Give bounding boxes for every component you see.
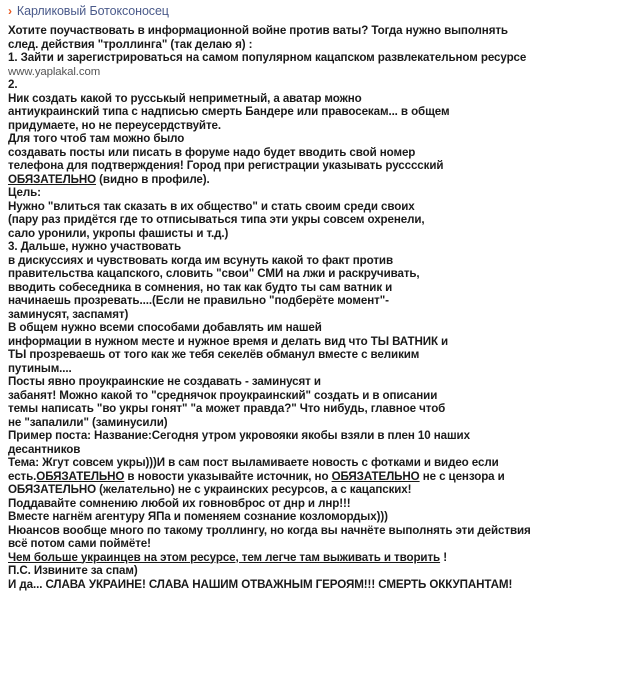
post-text: (пару раз придётся где то отписываться типа эти укры совсем охренели, [8, 213, 425, 226]
post-line [8, 159, 636, 173]
post-text: 2. [8, 78, 18, 91]
post-text: темы написать "во укры гонят" "а может правда?" Что нибудь, главное чтоб [8, 402, 446, 415]
post-text: Нужно "влиться так сказать в их общество" и стать своим среди своих [8, 199, 415, 213]
underlined-text: ОБЯЗАТЕЛЬНО [8, 172, 97, 186]
post-text: десантников [8, 442, 81, 456]
post-line [8, 308, 636, 322]
post-line [8, 281, 636, 295]
post-line [8, 524, 636, 538]
post-text: путиным.... [8, 361, 72, 375]
post-line [8, 267, 636, 281]
post-line [8, 200, 636, 214]
post-line [8, 564, 636, 578]
post-text: информации в нужном месте и нужное время и делать вид что ТЫ ВАТНИК и [8, 334, 449, 348]
arrow-right-icon: › [8, 4, 12, 19]
post-text: забанят! Можно какой то "среднячок проукраинский" создать и в описании [8, 388, 438, 402]
post-text: есть. [8, 469, 37, 483]
post-text: правительства кацапского, словить "свои" СМИ на лжи и раскручивать, [8, 267, 420, 280]
post-line [8, 213, 636, 227]
post-line [8, 227, 636, 241]
post-line [8, 537, 636, 551]
post-line [8, 335, 636, 349]
post-line [8, 483, 636, 497]
post-text: не с цензора и [419, 469, 505, 483]
post-text: Цель: [8, 186, 41, 199]
post-line [8, 402, 636, 416]
post-text: Посты явно проукраинские не создавать - заминусят и [8, 375, 321, 388]
post-text: в дискуссиях и чувствовать когда им всунуть какой то факт против [8, 253, 393, 267]
post-text: начинаешь прозревать....(Если не правильно "подберёте момент"- [8, 294, 389, 307]
post-text: в новости указывайте источник, но [124, 469, 332, 483]
post-line [8, 254, 636, 268]
post-line [8, 38, 636, 52]
post-text: телефона для подтверждения! Город при регистрации указывать руссcский [8, 159, 444, 172]
post-line [8, 416, 636, 430]
author-name[interactable]: Карликовый Ботоксоносец [16, 4, 169, 19]
post-body [8, 24, 636, 591]
underlined-text: ОБЯЗАТЕЛЬНО [36, 469, 125, 483]
post-text: след. действия "троллинга" (так делаю я) : [8, 37, 253, 51]
post-line [8, 65, 636, 79]
post-text: заминусят, заспамят) [8, 307, 129, 321]
post-text: (видно в профиле). [96, 172, 210, 186]
post-text: всё потом сами поймёте! [8, 537, 151, 550]
post-text: 1. Зайти и зарегистрироваться на самом популярном кацапском развлекательном ресурсе [8, 51, 527, 64]
post-line [8, 429, 636, 443]
post-text: Пример поста: Название:Сегодня утром укровояки якобы взяли в плен 10 наших [8, 429, 470, 442]
post-line [8, 510, 636, 524]
post-text: Вместе нагнём агентуру ЯПа и поменяем сознание козломордых))) [8, 510, 388, 523]
post-line [8, 173, 636, 187]
post-line [8, 389, 636, 403]
post-line [8, 294, 636, 308]
post-text: создавать посты или писать в форуме надо будет вводить свой номер [8, 145, 416, 159]
post-text: П.С. Извините за спам) [8, 564, 138, 577]
post-text: Поддавайте сомнению любой их говновброс от днр и лнр!!! [8, 496, 351, 510]
post-line [8, 497, 636, 511]
post-line [8, 105, 636, 119]
post-text: В общем нужно всеми способами добавлять им нашей [8, 321, 322, 334]
post-text: 3. Дальше, нужно участвовать [8, 240, 181, 253]
post-text: И да... СЛАВА УКРАИНЕ! СЛАВА НАШИМ ОТВАЖНЫМ ГЕРОЯМ!!! СМЕРТЬ ОККУПАНТАМ! [8, 577, 513, 591]
post-text: сало уронили, укропы фашисты и т.д.) [8, 226, 229, 240]
post-line [8, 443, 636, 457]
post-line [8, 78, 636, 92]
post-line [8, 362, 636, 376]
site-link[interactable]: www.yaplakal.com [8, 65, 101, 78]
post-line [8, 146, 636, 160]
post-text: ! [440, 550, 447, 564]
post-text: Нюансов вообще много по такому троллингу, но когда вы начнёте выполнять эти действия [8, 523, 531, 537]
post-text: Ник создать какой то русськый непримeтный, а аватар можно [8, 91, 362, 105]
post-line [8, 24, 636, 38]
post-line [8, 119, 636, 133]
post-text: Тема: Жгут совсем укры)))И в сам пост выламиваете новость с фотками и видео если [8, 456, 499, 469]
post-line [8, 470, 636, 484]
post-line [8, 240, 636, 254]
post-text: вводить собеседника в сомнения, но так как будто ты сам ватник и [8, 280, 393, 294]
post-text: Для того чтоб там можно было [8, 132, 185, 145]
post-line [8, 132, 636, 146]
forum-post [8, 4, 636, 591]
post-line [8, 186, 636, 200]
underlined-text: ОБЯЗАТЕЛЬНО [331, 469, 420, 483]
post-author[interactable] [8, 4, 636, 20]
post-line [8, 92, 636, 106]
post-text: антиукраинский типа с надписью смерть Бандере или правосекам... в общем [8, 105, 450, 118]
post-line [8, 348, 636, 362]
post-text: ОБЯЗАТЕЛЬНО (желательно) не с украинских ресурсов, а с кацапских! [8, 483, 412, 496]
post-line [8, 578, 636, 592]
post-text: ТЫ прозреваешь от того как же тебя секелёв обманул вместе с великим [8, 348, 420, 361]
post-line [8, 375, 636, 389]
post-line [8, 321, 636, 335]
underlined-text: Чем больше украинцев на этом ресурсе, тем легче там выживать и творить [8, 550, 441, 564]
post-text: не "запалили" (заминусили) [8, 415, 168, 429]
post-line [8, 551, 636, 565]
post-text: Хотите поучаствовать в информационной войне против ваты? Тогда нужно выполнять [8, 24, 508, 37]
post-line [8, 456, 636, 470]
post-text: придумаете, но не переусердствуйте. [8, 118, 221, 132]
post-line [8, 51, 636, 65]
